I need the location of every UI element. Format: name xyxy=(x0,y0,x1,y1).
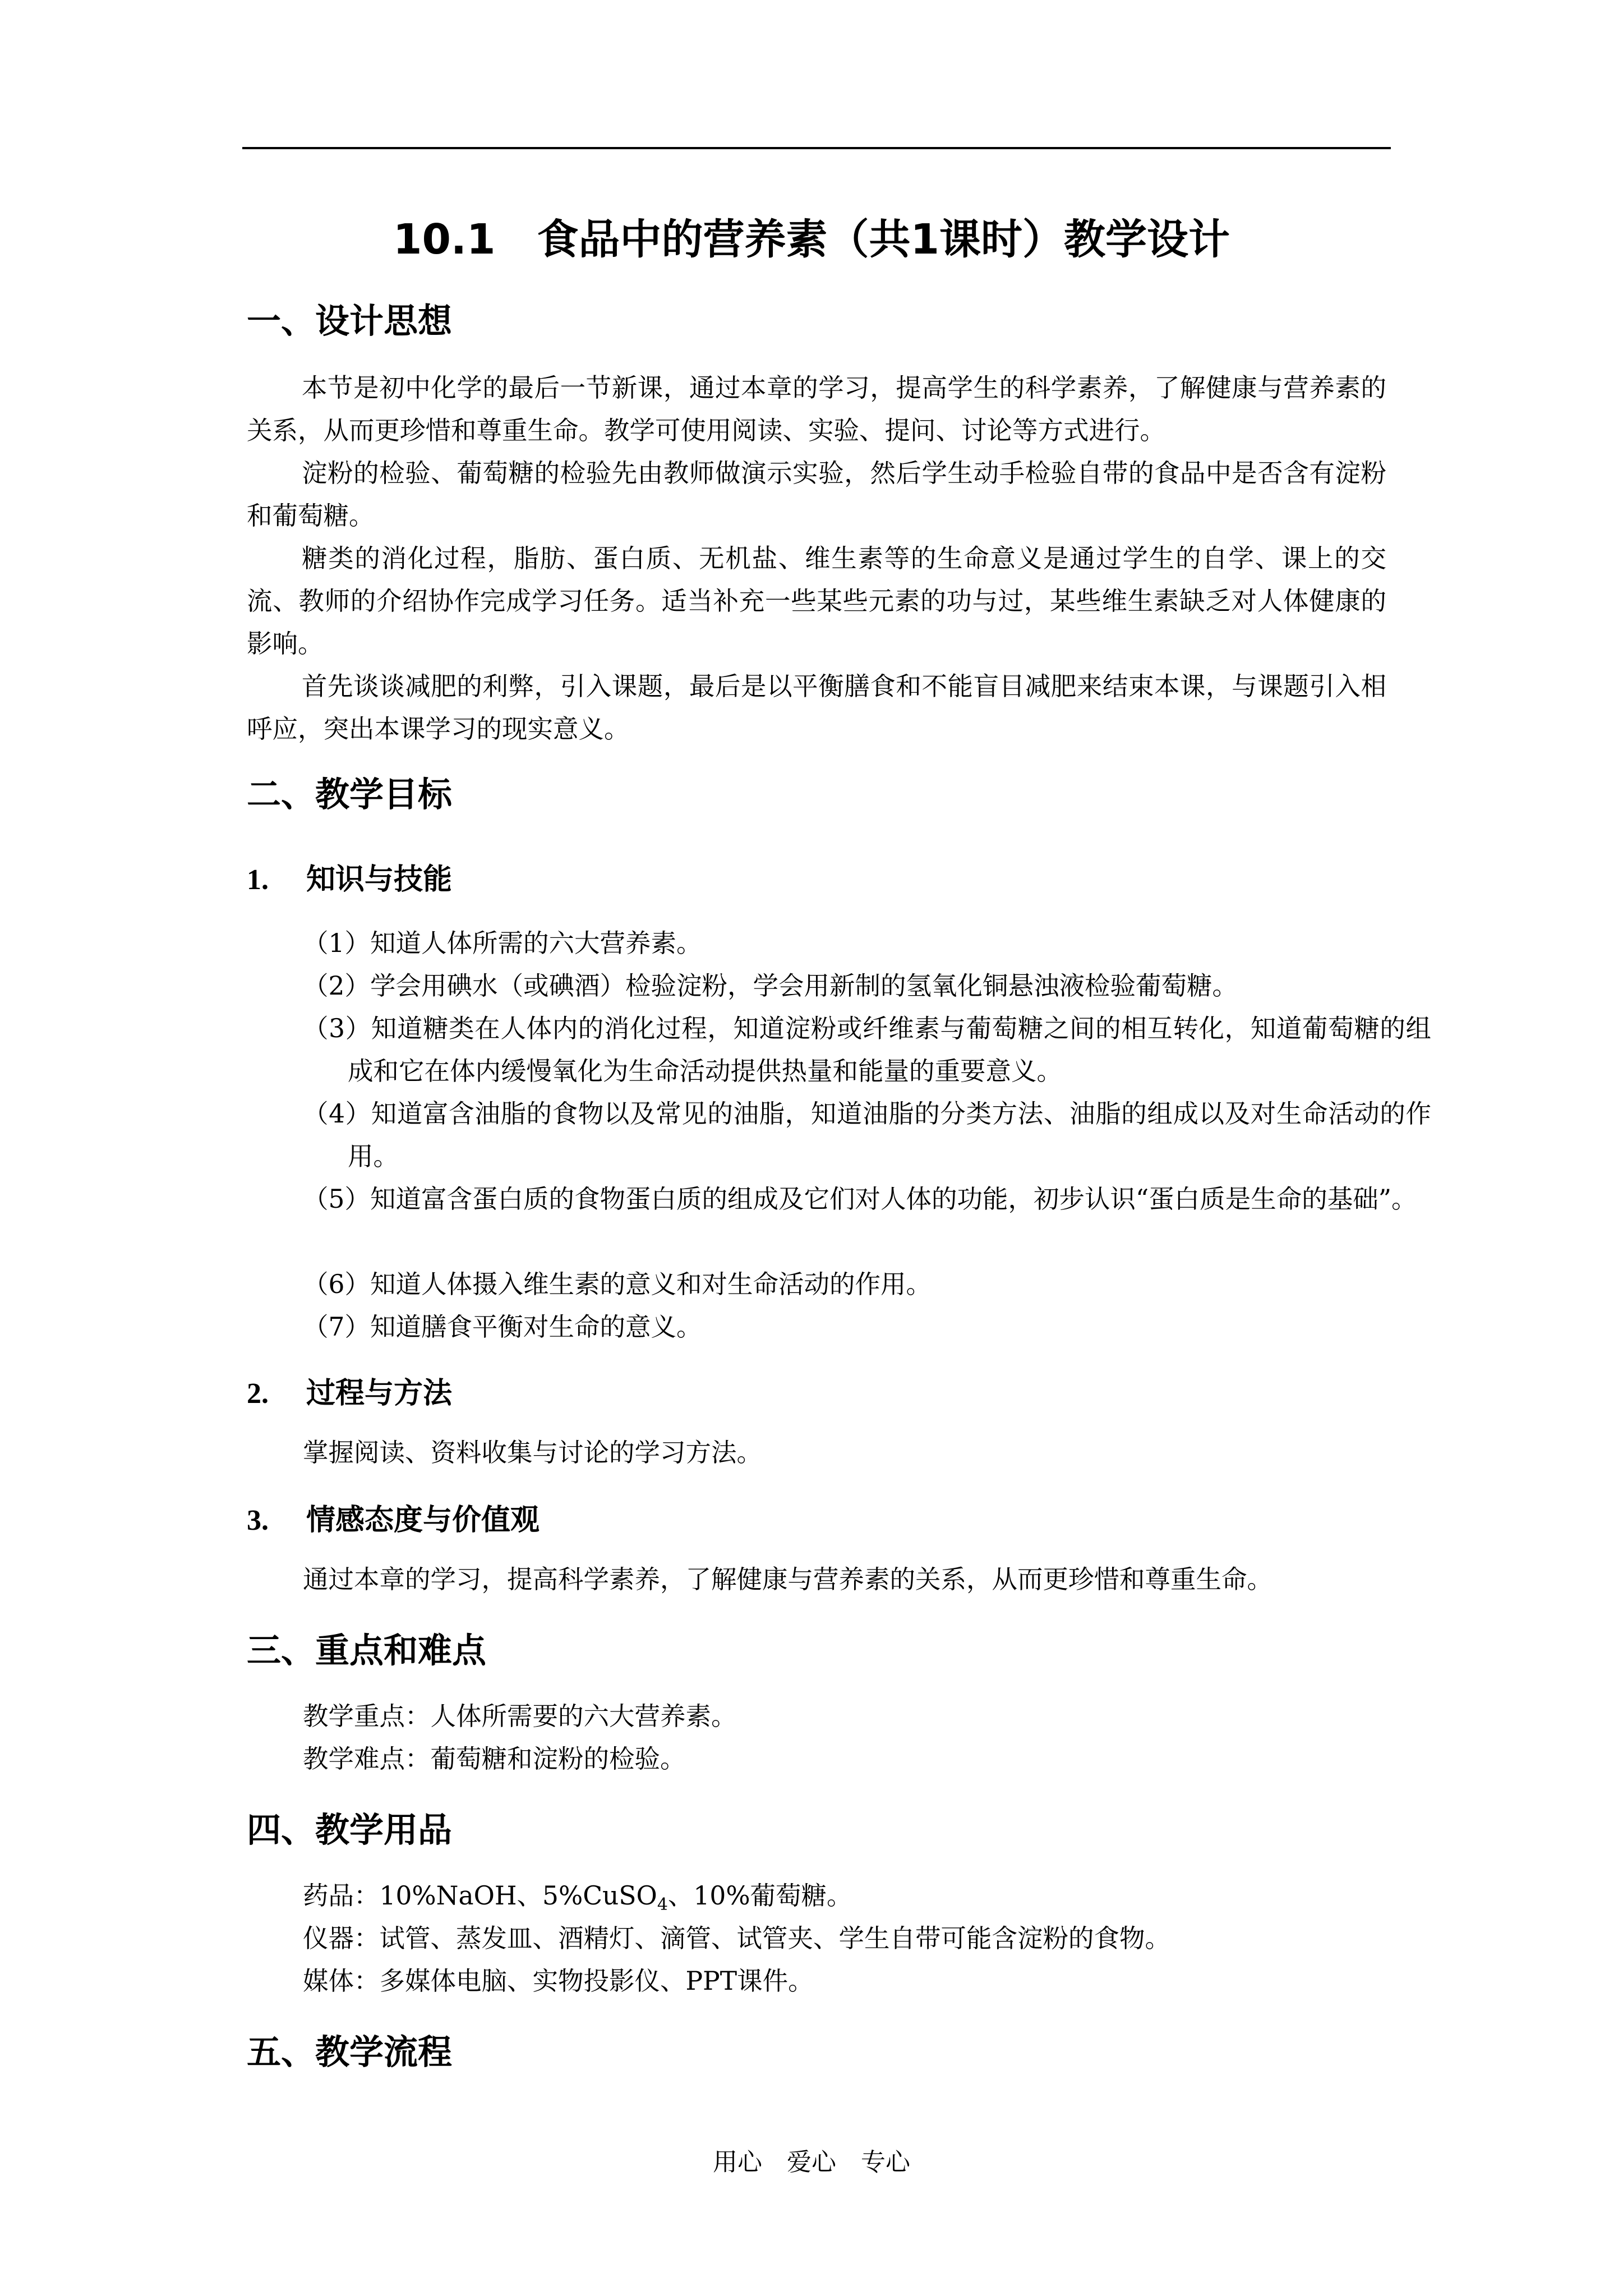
document-title: 10.1 食品中的营养素（共1课时）教学设计 xyxy=(393,215,1230,264)
page-footer: 用心 爱心 专心 xyxy=(713,2148,910,2177)
media-text: 媒体：多媒体电脑、实物投影仪、PPT课件。 xyxy=(303,1966,814,1996)
subheading-label: 过程与方法 xyxy=(306,1377,453,1410)
goal-item: （1）知道人体所需的六大营养素。 xyxy=(303,928,702,958)
subheading-number: 2. xyxy=(247,1378,269,1410)
section-heading-teaching-materials: 四、教学用品 xyxy=(247,1810,453,1850)
subheading-label: 情感态度与价值观 xyxy=(306,1503,540,1537)
subheading-label: 知识与技能 xyxy=(306,863,453,896)
instruments-text: 仪器：试管、蒸发皿、酒精灯、滴管、试管夹、学生自带可能含淀粉的食物。 xyxy=(303,1924,1171,1953)
drugs-suffix: 、10%葡萄糖。 xyxy=(667,1881,852,1911)
section-heading-teaching-goals: 二、教学目标 xyxy=(247,775,453,815)
subheading-knowledge-skills xyxy=(247,857,452,903)
key-point-text: 教学重点：人体所需要的六大营养素。 xyxy=(303,1701,737,1731)
drugs-prefix: 药品：10%NaOH、5%CuSO xyxy=(303,1881,657,1911)
section-heading-teaching-process: 五、教学流程 xyxy=(247,2032,453,2072)
goal-item: （3）知道糖类在人体内的消化过程，知道淀粉或纤维素与葡萄糖之间的相互转化，知道葡萄糖的组成和它在体内缓慢氧化为生命活动提供热量和能量的重要意义。 xyxy=(303,1014,1431,1086)
goal-item: （4）知道富含油脂的食物以及常见的油脂，知道油脂的分类方法、油脂的组成以及对生命活动的作用。 xyxy=(303,1099,1431,1171)
design-idea-paragraph-1: 本节是初中化学的最后一节新课，通过本章的学习，提高学生的科学素养，了解健康与营养素的关系，从而更珍惜和尊重生命。教学可使用阅读、实验、提问、讨论等方式进行。 xyxy=(247,373,1386,445)
process-methods-text: 掌握阅读、资料收集与讨论的学习方法。 xyxy=(303,1438,763,1467)
design-idea-paragraph-2: 淀粉的检验、葡萄糖的检验先由教师做演示实验，然后学生动手检验自带的食品中是否含有淀粉和葡萄糖。 xyxy=(247,458,1386,531)
goal-item: （7）知道膳食平衡对生命的意义。 xyxy=(303,1312,702,1342)
attitude-values-text: 通过本章的学习，提高科学素养，了解健康与营养素的关系，从而更珍惜和尊重生命。 xyxy=(303,1565,1273,1594)
subheading-attitude-values xyxy=(247,1498,540,1543)
difficulty-text: 教学难点：葡萄糖和淀粉的检验。 xyxy=(303,1744,686,1774)
drugs-subscript: 4 xyxy=(657,1895,668,1915)
section-heading-key-difficult: 三、重点和难点 xyxy=(247,1631,487,1671)
subheading-process-methods xyxy=(247,1371,452,1416)
subheading-number: 3. xyxy=(247,1504,269,1536)
design-idea-paragraph-3: 糖类的消化过程，脂肪、蛋白质、无机盐、维生素等的生命意义是通过学生的自学、课上的交流、教师的介绍协作完成学习任务。适当补充一些某些元素的功与过，某些维生素缺乏对人体健康的影响。 xyxy=(247,544,1386,659)
section-heading-design-idea: 一、设计思想 xyxy=(247,301,453,341)
goal-item: （5）知道富含蛋白质的食物蛋白质的组成及它们对人体的功能，初步认识“蛋白质是生命的基础”。 xyxy=(303,1184,1417,1214)
goal-item: （6）知道人体摄入维生素的意义和对生命活动的作用。 xyxy=(303,1269,932,1299)
design-idea-paragraph-4: 首先谈谈减肥的利弊，引入课题，最后是以平衡膳食和不能盲目减肥来结束本课，与课题引入相呼应，突出本课学习的现实意义。 xyxy=(247,671,1386,744)
header-rule xyxy=(242,147,1391,149)
subheading-number: 1. xyxy=(247,864,269,896)
goal-item: （2）学会用碘水（或碘酒）检验淀粉，学会用新制的氢氧化铜悬浊液检验葡萄糖。 xyxy=(303,971,1238,1001)
